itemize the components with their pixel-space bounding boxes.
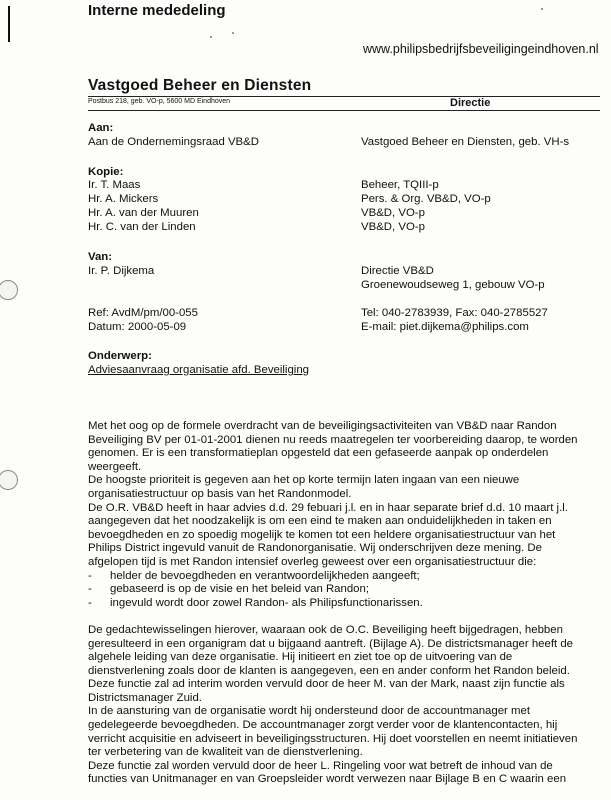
body-line: Deze functie zal ad interim worden vervuld door de heer M. van der Mark, naast zijn functie als [88,678,565,691]
aan-label: Aan: [88,122,114,134]
bullet-list [88,570,603,611]
van-label: Van: [88,251,113,263]
body-line: organisatiestructuur op basis van het Randonmodel. [88,487,352,500]
bullet-marker: - [88,596,92,609]
bullet-marker: - [88,583,92,596]
sender-phone-fax: Tel: 040-2783939, Fax: 040-2785527 [361,307,548,319]
kopie-name: Ir. T. Maas [88,179,141,191]
sender-email: E-mail: piet.dijkema@philips.com [361,321,529,333]
body-line: aangegeven dat het noodzakelijk is om een eind te maken aan onduidelijkheden in taken en [88,515,552,528]
kopie-dept: VB&D, VO-p [361,221,425,233]
bullet-text: helder de bevoegdheden en verantwoordelijkheden aangeeft; [110,569,420,582]
body-line: In de aansturing van de organisatie wordt hij ondersteund door de accountmanager met [88,705,530,718]
sender-department: Directie VB&D [361,265,434,277]
website-url: www.philipsbedrijfsbeveiligingeindhoven.nl [363,42,599,56]
aan-recipient: Aan de Ondernemingsraad VB&D [88,136,259,148]
body-line: De hoogste prioriteit is gegeven aan het op korte termijn laten ingaan van een nieuwe [88,474,520,487]
company-name: Vastgoed Beheer en Diensten [88,77,312,94]
date: Datum: 2000-05-09 [88,321,187,333]
body-line: gedelegeerde bevoegdheden. De accountmanager zorgt verder voor de klantencontacten, hij [88,719,558,732]
body-line: algehele leiding van deze organisatie. Hij initieert en ziet toe op de uitvoering van de [88,651,513,664]
body-line: Districtsmanager Zuid. [88,691,202,704]
bullet-text: ingevuld wordt door zowel Randon- als Philipsfunctionarissen. [110,596,423,609]
body-line: genomen. Er is een transformatieplan opgesteld dat een gefaseerde aanpak op onderdelen [88,447,549,460]
body-line: De gedachtewisselingen hierover, waaraan ook de O.C. Beveiliging heeft bijgedragen, hebben [88,623,563,636]
postal-address: Postbus 218, geb. VO-p, 5600 MD Eindhoven [88,98,231,105]
body-line: ter verbetering van de kwaliteit van de dienstverlening. [88,746,363,759]
bullet-item [88,583,603,597]
subject-line: Adviesaanvraag organisatie afd. Beveiliging [88,364,309,376]
kopie-dept: VB&D, VO-p [361,207,425,219]
bullet-item [88,570,603,584]
paragraph-2 [88,624,603,787]
body-line: Beveiliging BV per 01-01-2001 dienen nu reeds maatregelen ter voorbereiding daarop, te worden [88,433,578,446]
kopie-dept: Pers. & Org. VB&D, VO-p [361,193,491,205]
kopie-name: Hr. C. van der Linden [88,221,196,233]
body-line: afgelopen tijd is met Randon intensief overleg geweest over een organisatiestructuur die: [88,555,537,568]
sender-address: Groenewoudseweg 1, gebouw VO-p [361,279,545,291]
kopie-name: Hr. A. van der Muuren [88,207,199,219]
body-line: Deze functie zal worden vervuld door de heer L. Ringeling voor wat betreft de inhoud van de [88,759,553,772]
bullet-text: gebaseerd is op de visie en het beleid van Randon; [110,583,370,596]
body-line: verricht acquisitie en adviseert in beveiligingsstructuren. Hij doet voorstellen en neemt initiatieven [88,732,578,745]
reference: Ref: AvdM/pm/00-055 [88,307,198,319]
punch-hole-bottom [0,470,18,490]
body-line: De O.R. VB&D heeft in haar advies d.d. 29 febuari j.l. en in haar separate brief d.d. 10 maart j.l. [88,501,568,514]
memo-body [88,420,603,787]
kopie-label: Kopie: [88,166,124,178]
sender-name: Ir. P. Dijkema [88,265,155,277]
scan-speck [541,8,543,10]
body-line: Met het oog op de formele overdracht van de beveiligingsactiviteiten van VB&D naar Randon [88,420,557,432]
body-line: bevoegdheden en zo spoedig mogelijk te komen tot een heldere organisatiestructuur van het [88,528,556,541]
scan-speck [210,36,212,38]
aan-location: Vastgoed Beheer en Diensten, geb. VH-s [361,136,570,148]
scan-speck [232,32,234,34]
body-line: dienstverlening zoals door de klanten is aangegeven, een en ander conform het Randon beleid. [88,664,570,677]
document-type-title: Interne mededeling [88,2,226,19]
body-line: geresulteerd in een organigram dat u bijgaand aantreft. (Bijlage A). De districtsmanager heeft de [88,637,574,650]
paragraph-1 [88,420,603,570]
header-rule-bottom [88,110,600,111]
onderwerp-label: Onderwerp: [88,350,152,362]
header-rule [88,96,600,97]
kopie-name: Hr. A. Mickers [88,193,159,205]
kopie-dept: Beheer, TQIII-p [361,179,439,191]
bullet-item [88,597,603,611]
body-line: Philips District ingevuld vanuit de Randonorganisatie. Wij onderschrijven deze mening. De [88,542,542,555]
scan-margin-mark [8,6,10,42]
body-line: weergeeft. [88,460,142,473]
bullet-marker: - [88,569,92,582]
body-line: functies van Unitmanager en van Groepsleider wordt verwezen naar Bijlage B en C waarin een [88,773,567,786]
department-label: Directie [450,97,491,109]
punch-hole-top [0,280,18,300]
